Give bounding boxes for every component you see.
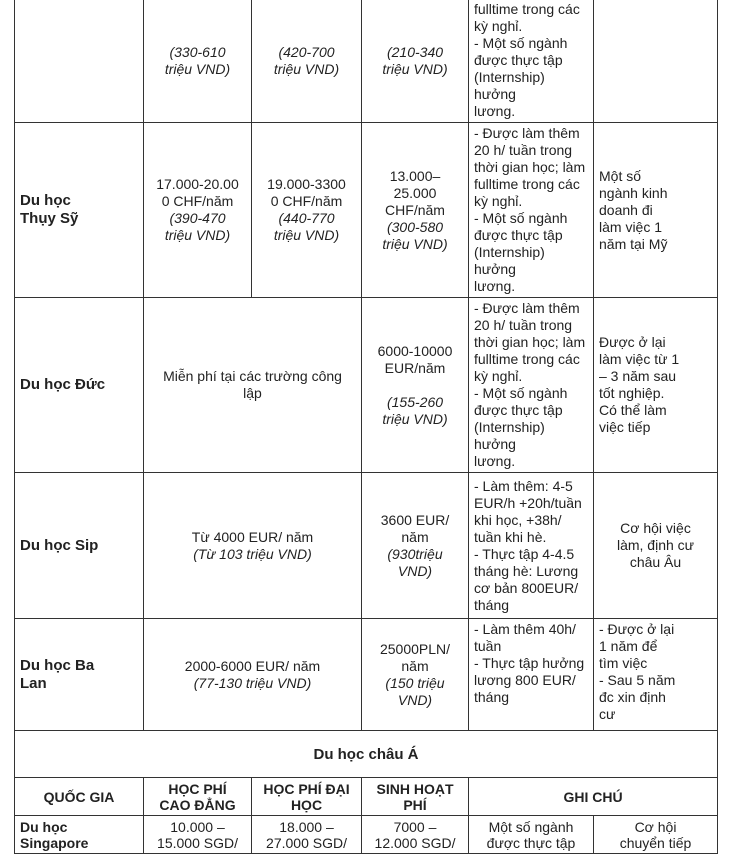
- tuition-cell: [144, 619, 362, 731]
- tuition-cell: [144, 473, 362, 619]
- header-country: QUỐC GIA: [15, 778, 144, 816]
- section-title: Du học châu Á: [15, 731, 718, 778]
- tuition-cell: Miễn phí tại các trường công lập: [144, 298, 362, 473]
- living-vnd: (155-260 triệu VND): [382, 393, 448, 427]
- living-vnd: (150 triệu VND): [385, 674, 445, 708]
- tuition-vnd: (Từ 103 triệu VND): [193, 545, 312, 562]
- fee-vnd: (440-770 triệu VND): [273, 210, 340, 243]
- table-row: [15, 816, 718, 854]
- country-cell: Du học Thụy Sỹ: [15, 123, 144, 298]
- header-row: [15, 778, 718, 816]
- living-amount: 6000-10000 EUR/năm: [377, 342, 453, 376]
- study-abroad-cost-table: [14, 0, 718, 854]
- university-fee-cell: [252, 123, 362, 298]
- header-college-fee: HỌC PHÍ CAO ĐẲNG: [144, 778, 252, 816]
- note-cell: [594, 0, 718, 123]
- note-cell: - Được ở lại 1 năm để tìm việc - Sau 5 năm đc xin định cư: [594, 619, 718, 731]
- note-cell: Cơ hội việc làm, định cư châu Âu: [594, 473, 718, 619]
- country-cell: Du học Singapore: [15, 816, 144, 854]
- work-cell: - Được làm thêm 20 h/ tuần trong thời gian học; làm fulltime trong các kỳ nghỉ. - Một số ngành được thực tập (Internship) hưởng lương.: [469, 123, 594, 298]
- work-cell: Một số ngành được thực tập: [469, 816, 594, 854]
- college-fee-cell: [144, 123, 252, 298]
- country-cell: Du học Ba Lan: [15, 619, 144, 731]
- tuition-amount: Từ 4000 EUR/ năm: [191, 528, 314, 545]
- tuition-amount: 2000-6000 EUR/ năm: [184, 657, 321, 674]
- living-cost-cell: (210-340 triệu VND): [362, 0, 469, 123]
- country-cell: [15, 0, 144, 123]
- living-cost-cell: [362, 123, 469, 298]
- university-fee-cell: 18.000 – 27.000 SGD/: [252, 816, 362, 854]
- living-amount: 3600 EUR/ năm: [380, 511, 450, 545]
- living-amount: 25000PLN/ năm: [379, 640, 451, 674]
- university-fee-cell: (420-700 triệu VND): [252, 0, 362, 123]
- section-row: [15, 731, 718, 778]
- note-cell: Một số ngành kinh doanh đi làm việc 1 năm tại Mỹ: [594, 123, 718, 298]
- fee-vnd: (390-470 triệu VND): [164, 210, 231, 243]
- table-row: [15, 473, 718, 619]
- college-fee-cell: (330-610 triệu VND): [144, 0, 252, 123]
- header-notes: GHI CHÚ: [469, 778, 718, 816]
- fee-amount: 19.000-3300 0 CHF/năm: [267, 176, 346, 209]
- living-amount: 13.000– 25.000 CHF/năm: [385, 167, 445, 218]
- living-vnd: (300-580 triệu VND): [382, 218, 448, 252]
- living-cost-cell: [362, 298, 469, 473]
- work-cell: - Làm thêm: 4-5 EUR/h +20h/tuần khi học, +38h/ tuần khi hè. - Thực tập 4-4.5 tháng hè: Lương cơ bản 800EUR/ tháng: [469, 473, 594, 619]
- note-cell: Được ở lại làm việc từ 1 – 3 năm sau tốt nghiệp. Có thể làm việc tiếp: [594, 298, 718, 473]
- country-cell: Du học Đức: [15, 298, 144, 473]
- country-cell: Du học Sip: [15, 473, 144, 619]
- header-living-cost: SINH HOẠT PHÍ: [362, 778, 469, 816]
- fee-amount: 17.000-20.00 0 CHF/năm: [156, 176, 239, 209]
- work-cell: - Làm thêm 40h/ tuần - Thực tập hưởng lương 800 EUR/ tháng: [469, 619, 594, 731]
- note-cell: Cơ hội chuyển tiếp: [594, 816, 718, 854]
- work-cell: - Được làm thêm 20 h/ tuần trong thời gian học; làm fulltime trong các kỳ nghỉ. - Một số ngành được thực tập (Internship) hưởng lương.: [469, 298, 594, 473]
- college-fee-cell: 10.000 – 15.000 SGD/: [144, 816, 252, 854]
- table-row: [15, 298, 718, 473]
- living-cost-cell: 7000 – 12.000 SGD/: [362, 816, 469, 854]
- living-cost-cell: [362, 619, 469, 731]
- header-university-fee: HỌC PHÍ ĐẠI HỌC: [252, 778, 362, 816]
- work-cell: fulltime trong các kỳ nghỉ. - Một số ngành được thực tập (Internship) hưởng lương.: [469, 0, 594, 123]
- living-vnd: (930triệu VND): [387, 545, 443, 579]
- table-row: [15, 123, 718, 298]
- table-row: [15, 0, 718, 123]
- tuition-vnd: (77-130 triệu VND): [193, 674, 312, 691]
- living-cost-cell: [362, 473, 469, 619]
- table-row: [15, 619, 718, 731]
